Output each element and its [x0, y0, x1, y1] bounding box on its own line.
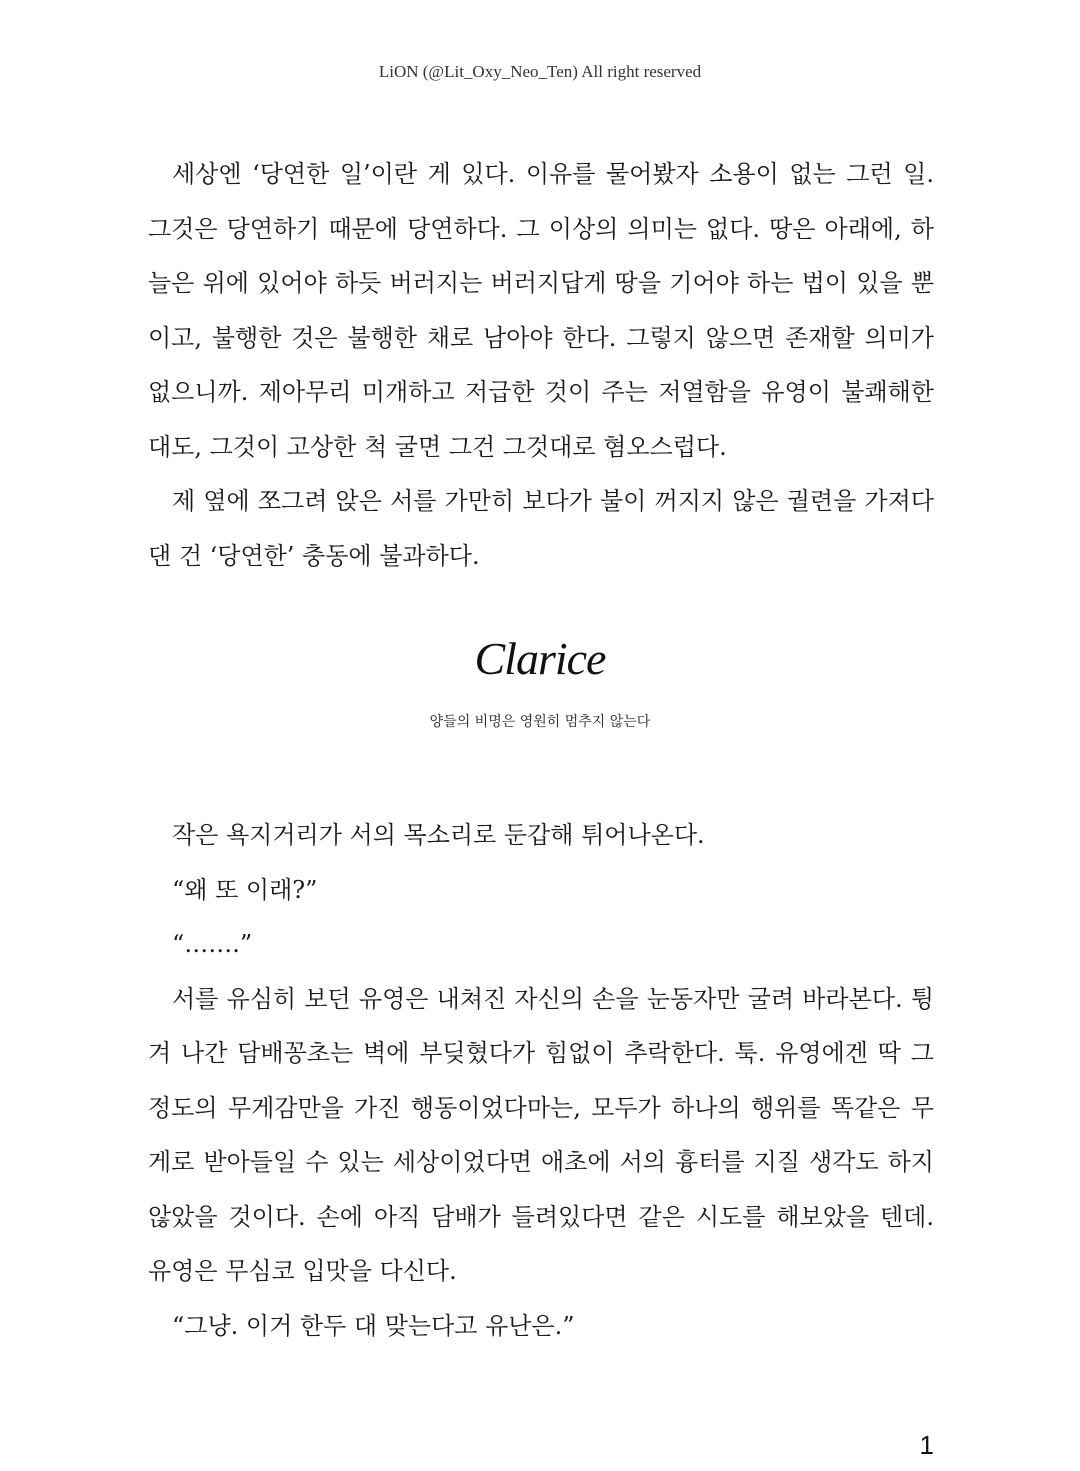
paragraph: 서를 유심히 보던 유영은 내쳐진 자신의 손을 눈동자만 굴려 바라본다. 튕겨 나간 담배꽁초는 벽에 부딪혔다가 힘없이 추락한다. 툭. 유영에겐 딱 그 정도의 무게감만을 가진 행동이었다마는, 모두가 하나의 행위를 똑같은 무게로 받아들일 수 있는 세상이었다면 애초에 서의 흉터를 지질 생각도 하지 않았을 것이다. 손에 아직 담배가 들려있다면 같은 시도를 해보았을 텐데. 유영은 무심코 입맛을 다신다.: [148, 984, 934, 1285]
dialogue-line: “그냥. 이거 한두 대 맞는다고 유난은.”: [172, 1311, 575, 1340]
paragraph: 제 옆에 쪼그려 앉은 서를 가만히 보다가 불이 꺼지지 않은 궐련을 가져다 댄 건 ‘당연한’ 충동에 불과하다.: [148, 487, 934, 570]
chapter-section: [148, 808, 934, 1353]
paragraph: 작은 욕지거리가 서의 목소리로 둔갑해 튀어나온다.: [172, 821, 705, 849]
page-number: 1: [919, 1430, 934, 1460]
chapter-subtitle: 양들의 비명은 영원히 멈추지 않는다: [429, 714, 651, 730]
dialogue-line: “…….”: [172, 930, 253, 958]
paragraph: 세상엔 ‘당연한 일’이란 게 있다. 이유를 물어봤자 소용이 없는 그런 일. 그것은 당연하기 때문에 당연하다. 그 이상의 의미는 없다. 땅은 아래에, 하늘은 위에 있어야 하듯 버러지는 버러지답게 땅을 기어야 하는 법이 있을 뿐이고, 불행한 것은 불행한 채로 남아야 한다. 그렇지 않으면 존재할 의미가 없으니까. 제아무리 미개하고 저급한 것이 주는 저열함을 유영이 불쾌해한대도, 그것이 고상한 척 굴면 그건 그것대로 혐오스럽다.: [148, 160, 934, 461]
dialogue-line: “왜 또 이래?”: [172, 875, 318, 904]
page-header: LiON (@Lit_Oxy_Neo_Ten) All right reserved: [378, 62, 702, 81]
chapter-title: Clarice: [474, 633, 606, 684]
opening-section: [148, 147, 934, 583]
